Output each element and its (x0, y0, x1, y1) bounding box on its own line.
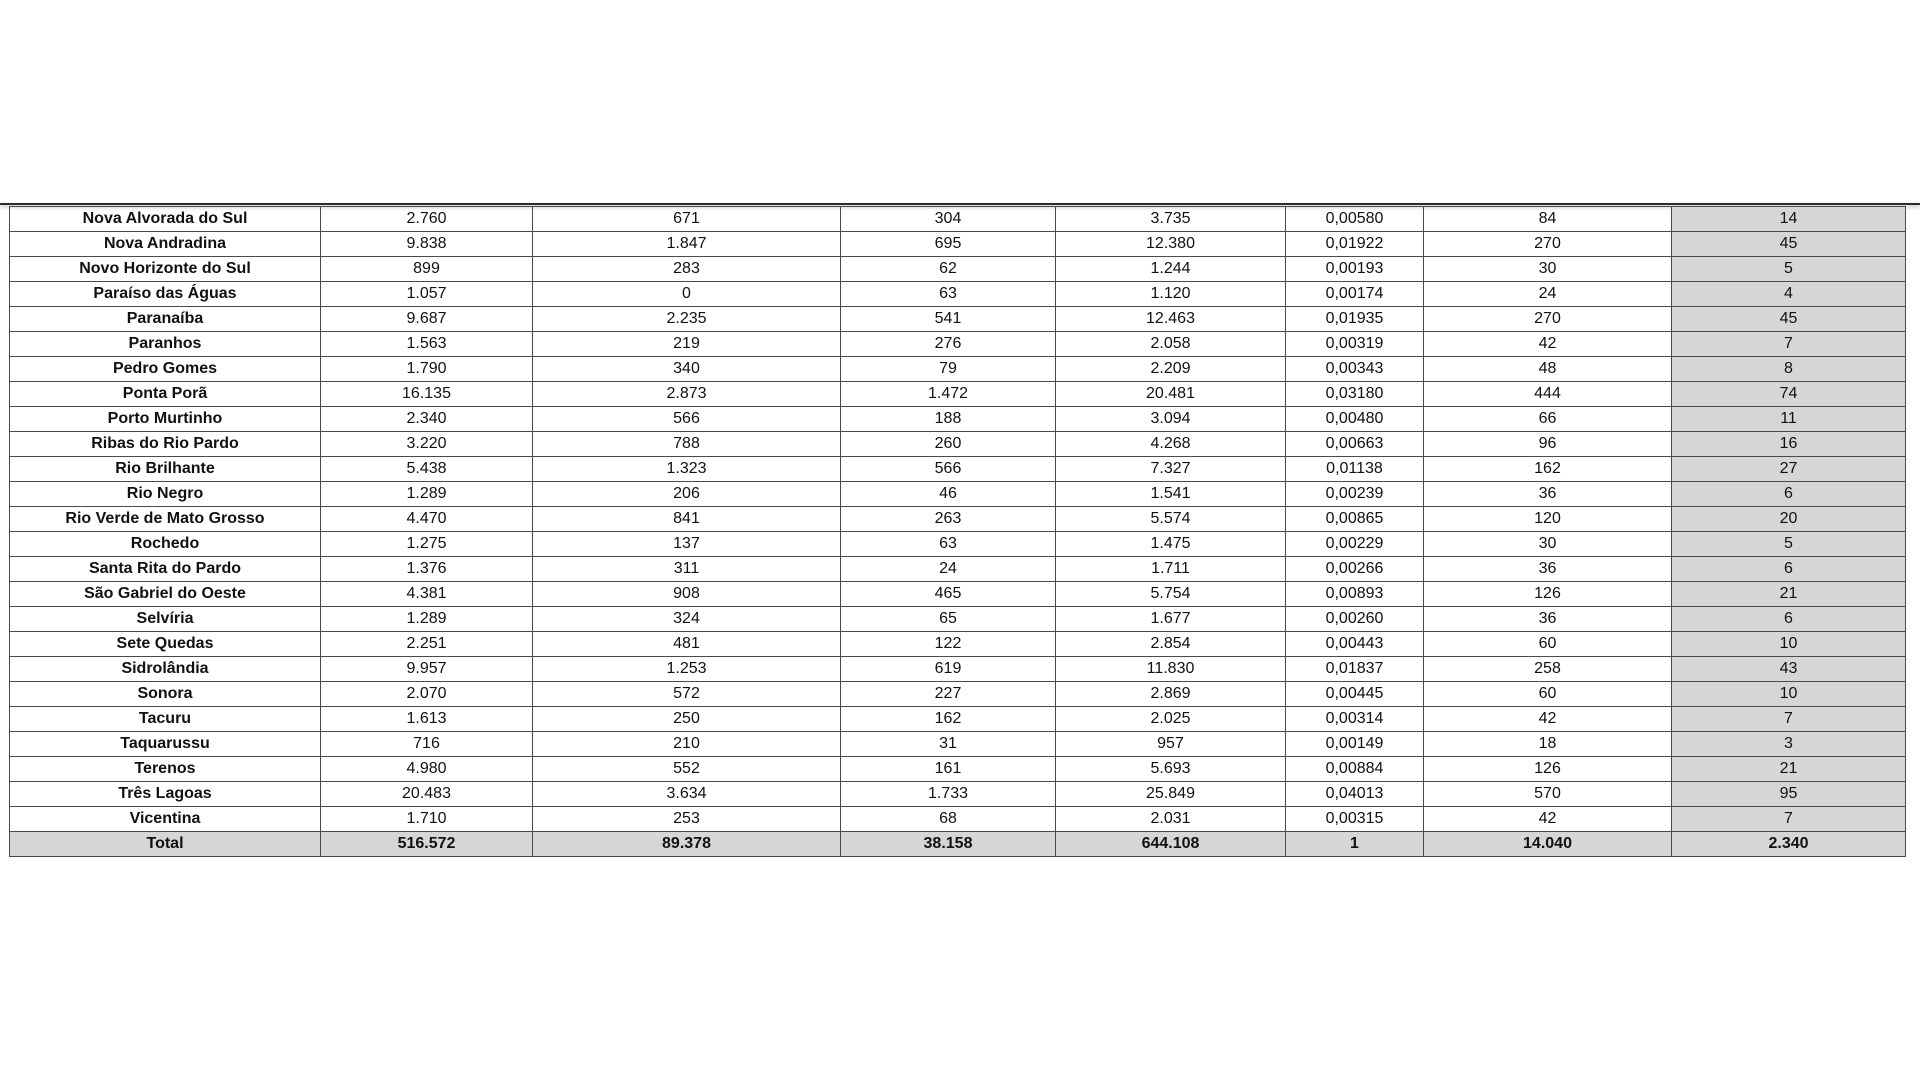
col-3-cell: 841 (533, 507, 841, 532)
col-3-cell: 572 (533, 682, 841, 707)
col-6-cell: 0,00229 (1286, 532, 1424, 557)
col-3-cell: 137 (533, 532, 841, 557)
col-7-cell: 36 (1424, 607, 1672, 632)
col-2-cell: 1.289 (321, 482, 533, 507)
total-row (10, 832, 1906, 857)
total-col-6-cell: 1 (1286, 832, 1424, 857)
table-row (10, 757, 1906, 782)
col-4-cell: 263 (841, 507, 1056, 532)
col-6-cell: 0,00239 (1286, 482, 1424, 507)
col-7-cell: 84 (1424, 207, 1672, 232)
col-2-cell: 1.710 (321, 807, 533, 832)
col-2-cell: 4.470 (321, 507, 533, 532)
municipio-cell: Paranaíba (10, 307, 321, 332)
col-3-cell: 219 (533, 332, 841, 357)
col-4-cell: 227 (841, 682, 1056, 707)
col-5-cell: 2.209 (1056, 357, 1286, 382)
table-row (10, 382, 1906, 407)
col-5-cell: 2.025 (1056, 707, 1286, 732)
col-5-cell: 5.754 (1056, 582, 1286, 607)
col-2-cell: 2.760 (321, 207, 533, 232)
col-7-cell: 30 (1424, 532, 1672, 557)
col-5-cell: 2.854 (1056, 632, 1286, 657)
col-2-cell: 4.381 (321, 582, 533, 607)
col-2-cell: 899 (321, 257, 533, 282)
table-row (10, 357, 1906, 382)
col-3-cell: 566 (533, 407, 841, 432)
col-7-cell: 30 (1424, 257, 1672, 282)
col-6-cell: 0,00266 (1286, 557, 1424, 582)
municipio-cell: Pedro Gomes (10, 357, 321, 382)
col-6-cell: 0,00580 (1286, 207, 1424, 232)
municipio-cell: Ponta Porã (10, 382, 321, 407)
table-row (10, 507, 1906, 532)
col-7-cell: 96 (1424, 432, 1672, 457)
col-2-cell: 1.057 (321, 282, 533, 307)
col-8-cell: 8 (1672, 357, 1906, 382)
col-8-cell: 7 (1672, 807, 1906, 832)
col-2-cell: 2.070 (321, 682, 533, 707)
table-row (10, 232, 1906, 257)
col-7-cell: 48 (1424, 357, 1672, 382)
col-5-cell: 1.120 (1056, 282, 1286, 307)
col-4-cell: 161 (841, 757, 1056, 782)
col-7-cell: 270 (1424, 232, 1672, 257)
municipio-cell: Sonora (10, 682, 321, 707)
municipio-cell: Porto Murtinho (10, 407, 321, 432)
col-4-cell: 276 (841, 332, 1056, 357)
municipio-cell: São Gabriel do Oeste (10, 582, 321, 607)
table-row (10, 557, 1906, 582)
col-3-cell: 1.323 (533, 457, 841, 482)
total-col-8-cell: 2.340 (1672, 832, 1906, 857)
col-5-cell: 2.031 (1056, 807, 1286, 832)
col-7-cell: 162 (1424, 457, 1672, 482)
municipio-cell: Selvíria (10, 607, 321, 632)
col-8-cell: 43 (1672, 657, 1906, 682)
col-2-cell: 9.687 (321, 307, 533, 332)
col-2-cell: 20.483 (321, 782, 533, 807)
col-7-cell: 36 (1424, 482, 1672, 507)
col-4-cell: 79 (841, 357, 1056, 382)
col-8-cell: 4 (1672, 282, 1906, 307)
col-4-cell: 1.733 (841, 782, 1056, 807)
col-8-cell: 6 (1672, 482, 1906, 507)
col-2-cell: 1.613 (321, 707, 533, 732)
col-7-cell: 36 (1424, 557, 1672, 582)
col-2-cell: 2.251 (321, 632, 533, 657)
col-5-cell: 5.574 (1056, 507, 1286, 532)
table-row (10, 682, 1906, 707)
table-row (10, 407, 1906, 432)
col-6-cell: 0,00314 (1286, 707, 1424, 732)
municipio-cell: Nova Andradina (10, 232, 321, 257)
col-6-cell: 0,00480 (1286, 407, 1424, 432)
col-4-cell: 62 (841, 257, 1056, 282)
col-2-cell: 1.275 (321, 532, 533, 557)
col-8-cell: 45 (1672, 232, 1906, 257)
col-5-cell: 3.735 (1056, 207, 1286, 232)
municipio-cell: Vicentina (10, 807, 321, 832)
col-4-cell: 162 (841, 707, 1056, 732)
col-7-cell: 42 (1424, 707, 1672, 732)
col-8-cell: 5 (1672, 257, 1906, 282)
col-5-cell: 1.244 (1056, 257, 1286, 282)
data-table (9, 206, 1906, 857)
col-2-cell: 3.220 (321, 432, 533, 457)
table-container (9, 206, 1905, 857)
col-8-cell: 11 (1672, 407, 1906, 432)
municipio-cell: Terenos (10, 757, 321, 782)
col-7-cell: 18 (1424, 732, 1672, 757)
col-2-cell: 16.135 (321, 382, 533, 407)
col-6-cell: 0,01935 (1286, 307, 1424, 332)
col-2-cell: 1.376 (321, 557, 533, 582)
col-8-cell: 16 (1672, 432, 1906, 457)
col-3-cell: 250 (533, 707, 841, 732)
col-7-cell: 60 (1424, 632, 1672, 657)
table-row (10, 582, 1906, 607)
municipio-cell: Ribas do Rio Pardo (10, 432, 321, 457)
col-3-cell: 1.847 (533, 232, 841, 257)
col-8-cell: 20 (1672, 507, 1906, 532)
col-8-cell: 10 (1672, 682, 1906, 707)
col-3-cell: 311 (533, 557, 841, 582)
col-3-cell: 253 (533, 807, 841, 832)
col-4-cell: 65 (841, 607, 1056, 632)
col-6-cell: 0,00174 (1286, 282, 1424, 307)
col-6-cell: 0,00149 (1286, 732, 1424, 757)
col-4-cell: 541 (841, 307, 1056, 332)
col-5-cell: 5.693 (1056, 757, 1286, 782)
col-4-cell: 304 (841, 207, 1056, 232)
table-body (10, 207, 1906, 857)
table-row (10, 257, 1906, 282)
col-6-cell: 0,00663 (1286, 432, 1424, 457)
col-3-cell: 340 (533, 357, 841, 382)
municipio-cell: Rio Verde de Mato Grosso (10, 507, 321, 532)
col-8-cell: 6 (1672, 557, 1906, 582)
col-7-cell: 570 (1424, 782, 1672, 807)
municipio-cell: Tacuru (10, 707, 321, 732)
col-8-cell: 5 (1672, 532, 1906, 557)
table-row (10, 782, 1906, 807)
col-7-cell: 126 (1424, 757, 1672, 782)
table-row (10, 457, 1906, 482)
col-8-cell: 7 (1672, 332, 1906, 357)
col-2-cell: 9.957 (321, 657, 533, 682)
total-col-5-cell: 644.108 (1056, 832, 1286, 857)
col-8-cell: 3 (1672, 732, 1906, 757)
col-3-cell: 2.235 (533, 307, 841, 332)
col-4-cell: 46 (841, 482, 1056, 507)
col-6-cell: 0,00315 (1286, 807, 1424, 832)
col-6-cell: 0,01138 (1286, 457, 1424, 482)
col-2-cell: 2.340 (321, 407, 533, 432)
col-5-cell: 25.849 (1056, 782, 1286, 807)
col-5-cell: 4.268 (1056, 432, 1286, 457)
col-6-cell: 0,00343 (1286, 357, 1424, 382)
col-5-cell: 1.541 (1056, 482, 1286, 507)
col-7-cell: 60 (1424, 682, 1672, 707)
col-6-cell: 0,03180 (1286, 382, 1424, 407)
municipio-cell: Três Lagoas (10, 782, 321, 807)
table-row (10, 732, 1906, 757)
col-8-cell: 95 (1672, 782, 1906, 807)
col-2-cell: 1.289 (321, 607, 533, 632)
total-col-3-cell: 89.378 (533, 832, 841, 857)
col-3-cell: 324 (533, 607, 841, 632)
col-4-cell: 122 (841, 632, 1056, 657)
table-row (10, 607, 1906, 632)
col-3-cell: 788 (533, 432, 841, 457)
col-6-cell: 0,00865 (1286, 507, 1424, 532)
col-3-cell: 552 (533, 757, 841, 782)
col-7-cell: 270 (1424, 307, 1672, 332)
col-4-cell: 63 (841, 282, 1056, 307)
col-3-cell: 2.873 (533, 382, 841, 407)
municipio-cell: Rochedo (10, 532, 321, 557)
table-row (10, 307, 1906, 332)
total-municipio-cell: Total (10, 832, 321, 857)
col-2-cell: 716 (321, 732, 533, 757)
col-5-cell: 12.380 (1056, 232, 1286, 257)
col-8-cell: 7 (1672, 707, 1906, 732)
total-col-2-cell: 516.572 (321, 832, 533, 857)
table-row (10, 657, 1906, 682)
col-7-cell: 42 (1424, 807, 1672, 832)
table-row (10, 632, 1906, 657)
col-5-cell: 7.327 (1056, 457, 1286, 482)
col-4-cell: 188 (841, 407, 1056, 432)
col-8-cell: 21 (1672, 582, 1906, 607)
table-row (10, 432, 1906, 457)
col-8-cell: 6 (1672, 607, 1906, 632)
col-3-cell: 3.634 (533, 782, 841, 807)
col-2-cell: 1.563 (321, 332, 533, 357)
col-8-cell: 45 (1672, 307, 1906, 332)
col-5-cell: 1.711 (1056, 557, 1286, 582)
municipio-cell: Nova Alvorada do Sul (10, 207, 321, 232)
col-6-cell: 0,04013 (1286, 782, 1424, 807)
table-row (10, 282, 1906, 307)
col-3-cell: 1.253 (533, 657, 841, 682)
table-row (10, 807, 1906, 832)
col-5-cell: 1.475 (1056, 532, 1286, 557)
col-4-cell: 260 (841, 432, 1056, 457)
col-8-cell: 27 (1672, 457, 1906, 482)
page-top-rule (0, 203, 1920, 205)
col-5-cell: 2.058 (1056, 332, 1286, 357)
col-4-cell: 1.472 (841, 382, 1056, 407)
table-row (10, 482, 1906, 507)
col-7-cell: 126 (1424, 582, 1672, 607)
municipio-cell: Novo Horizonte do Sul (10, 257, 321, 282)
col-8-cell: 74 (1672, 382, 1906, 407)
col-4-cell: 31 (841, 732, 1056, 757)
table-row (10, 207, 1906, 232)
table-row (10, 332, 1906, 357)
municipio-cell: Sidrolândia (10, 657, 321, 682)
col-6-cell: 0,01922 (1286, 232, 1424, 257)
table-row (10, 707, 1906, 732)
col-4-cell: 695 (841, 232, 1056, 257)
col-2-cell: 4.980 (321, 757, 533, 782)
total-col-4-cell: 38.158 (841, 832, 1056, 857)
col-5-cell: 11.830 (1056, 657, 1286, 682)
col-7-cell: 42 (1424, 332, 1672, 357)
col-3-cell: 481 (533, 632, 841, 657)
col-3-cell: 210 (533, 732, 841, 757)
total-col-7-cell: 14.040 (1424, 832, 1672, 857)
col-4-cell: 68 (841, 807, 1056, 832)
col-7-cell: 24 (1424, 282, 1672, 307)
col-8-cell: 14 (1672, 207, 1906, 232)
col-7-cell: 120 (1424, 507, 1672, 532)
municipio-cell: Paranhos (10, 332, 321, 357)
col-6-cell: 0,00884 (1286, 757, 1424, 782)
col-3-cell: 671 (533, 207, 841, 232)
col-4-cell: 63 (841, 532, 1056, 557)
col-6-cell: 0,00445 (1286, 682, 1424, 707)
col-5-cell: 1.677 (1056, 607, 1286, 632)
col-4-cell: 465 (841, 582, 1056, 607)
col-7-cell: 66 (1424, 407, 1672, 432)
municipio-cell: Taquarussu (10, 732, 321, 757)
col-6-cell: 0,00319 (1286, 332, 1424, 357)
col-2-cell: 1.790 (321, 357, 533, 382)
col-2-cell: 5.438 (321, 457, 533, 482)
municipio-cell: Paraíso das Águas (10, 282, 321, 307)
municipio-cell: Rio Negro (10, 482, 321, 507)
col-6-cell: 0,01837 (1286, 657, 1424, 682)
col-3-cell: 283 (533, 257, 841, 282)
municipio-cell: Rio Brilhante (10, 457, 321, 482)
col-5-cell: 20.481 (1056, 382, 1286, 407)
col-8-cell: 21 (1672, 757, 1906, 782)
col-6-cell: 0,00443 (1286, 632, 1424, 657)
table-row (10, 532, 1906, 557)
col-6-cell: 0,00893 (1286, 582, 1424, 607)
col-3-cell: 908 (533, 582, 841, 607)
col-4-cell: 566 (841, 457, 1056, 482)
col-4-cell: 619 (841, 657, 1056, 682)
col-2-cell: 9.838 (321, 232, 533, 257)
municipio-cell: Sete Quedas (10, 632, 321, 657)
col-6-cell: 0,00260 (1286, 607, 1424, 632)
col-5-cell: 957 (1056, 732, 1286, 757)
col-5-cell: 2.869 (1056, 682, 1286, 707)
col-5-cell: 12.463 (1056, 307, 1286, 332)
col-6-cell: 0,00193 (1286, 257, 1424, 282)
col-5-cell: 3.094 (1056, 407, 1286, 432)
col-4-cell: 24 (841, 557, 1056, 582)
col-3-cell: 206 (533, 482, 841, 507)
municipio-cell: Santa Rita do Pardo (10, 557, 321, 582)
col-3-cell: 0 (533, 282, 841, 307)
col-7-cell: 258 (1424, 657, 1672, 682)
col-8-cell: 10 (1672, 632, 1906, 657)
col-7-cell: 444 (1424, 382, 1672, 407)
